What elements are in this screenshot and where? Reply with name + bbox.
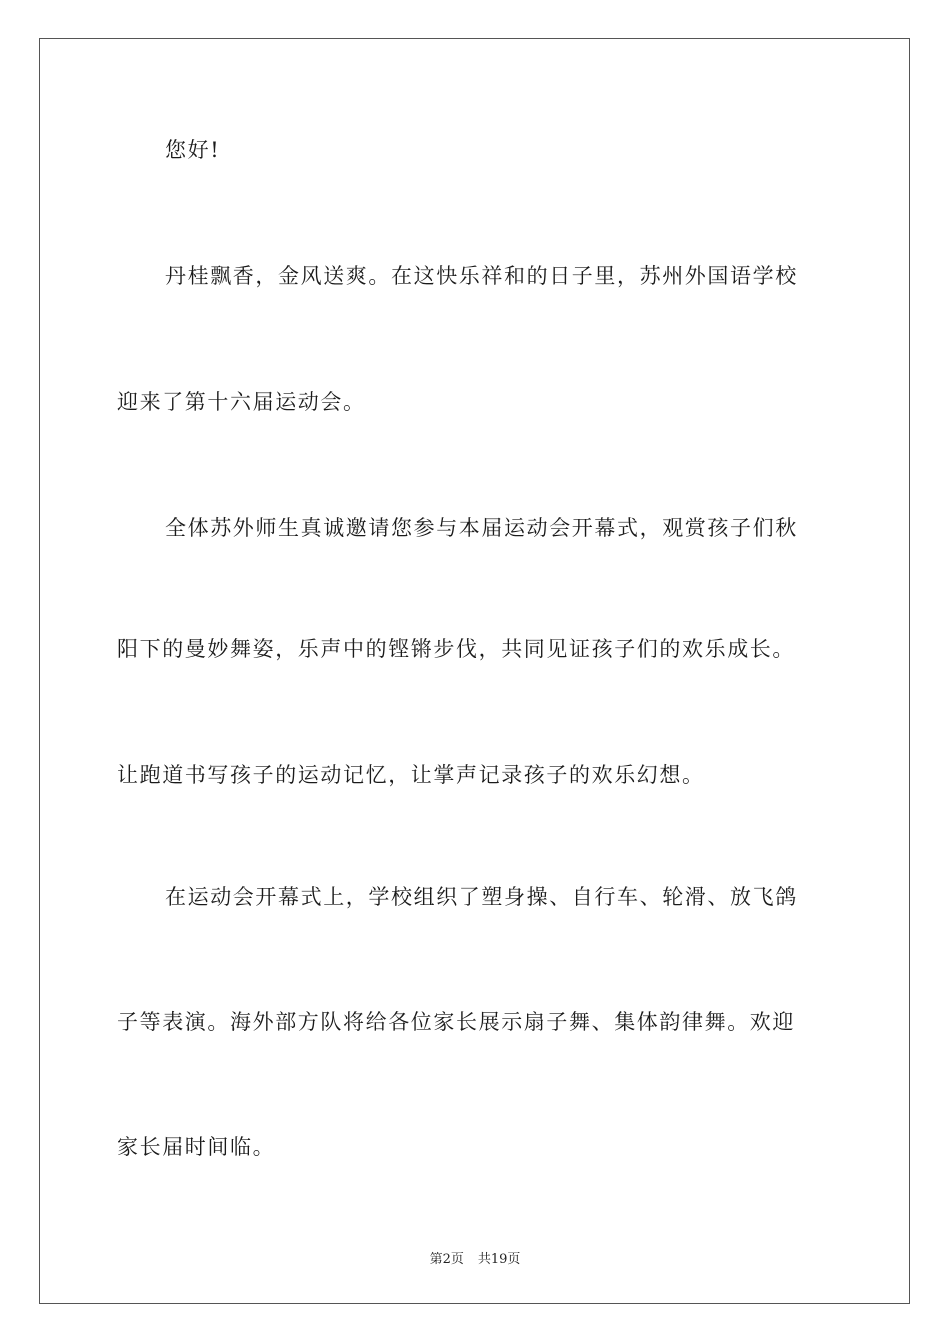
page-total: 共19页 [477, 1252, 521, 1267]
paragraph-line: 丹桂飘香，金风送爽。在这快乐祥和的日子里，苏州外国语学校 [165, 264, 798, 288]
paragraph-line: 让跑道书写孩子的运动记忆，让掌声记录孩子的欢乐幻想。 [117, 763, 705, 787]
page-number: 第2页 [429, 1252, 464, 1267]
page-border [39, 38, 910, 1304]
paragraph-line: 子等表演。海外部方队将给各位家长展示扇子舞、集体韵律舞。欢迎 [117, 1010, 795, 1034]
paragraph-line: 在运动会开幕式上，学校组织了塑身操、自行车、轮滑、放飞鸽 [165, 885, 798, 909]
page-footer [0, 1248, 950, 1267]
paragraph-line: 全体苏外师生真诚邀请您参与本届运动会开幕式，观赏孩子们秋 [165, 516, 798, 540]
paragraph-line: 迎来了第十六届运动会。 [117, 390, 366, 414]
paragraph-line: 阳下的曼妙舞姿，乐声中的铿锵步伐，共同见证孩子们的欢乐成长。 [117, 637, 795, 661]
paragraph-line: 家长届时间临。 [117, 1135, 276, 1159]
greeting: 您好! [165, 138, 221, 162]
